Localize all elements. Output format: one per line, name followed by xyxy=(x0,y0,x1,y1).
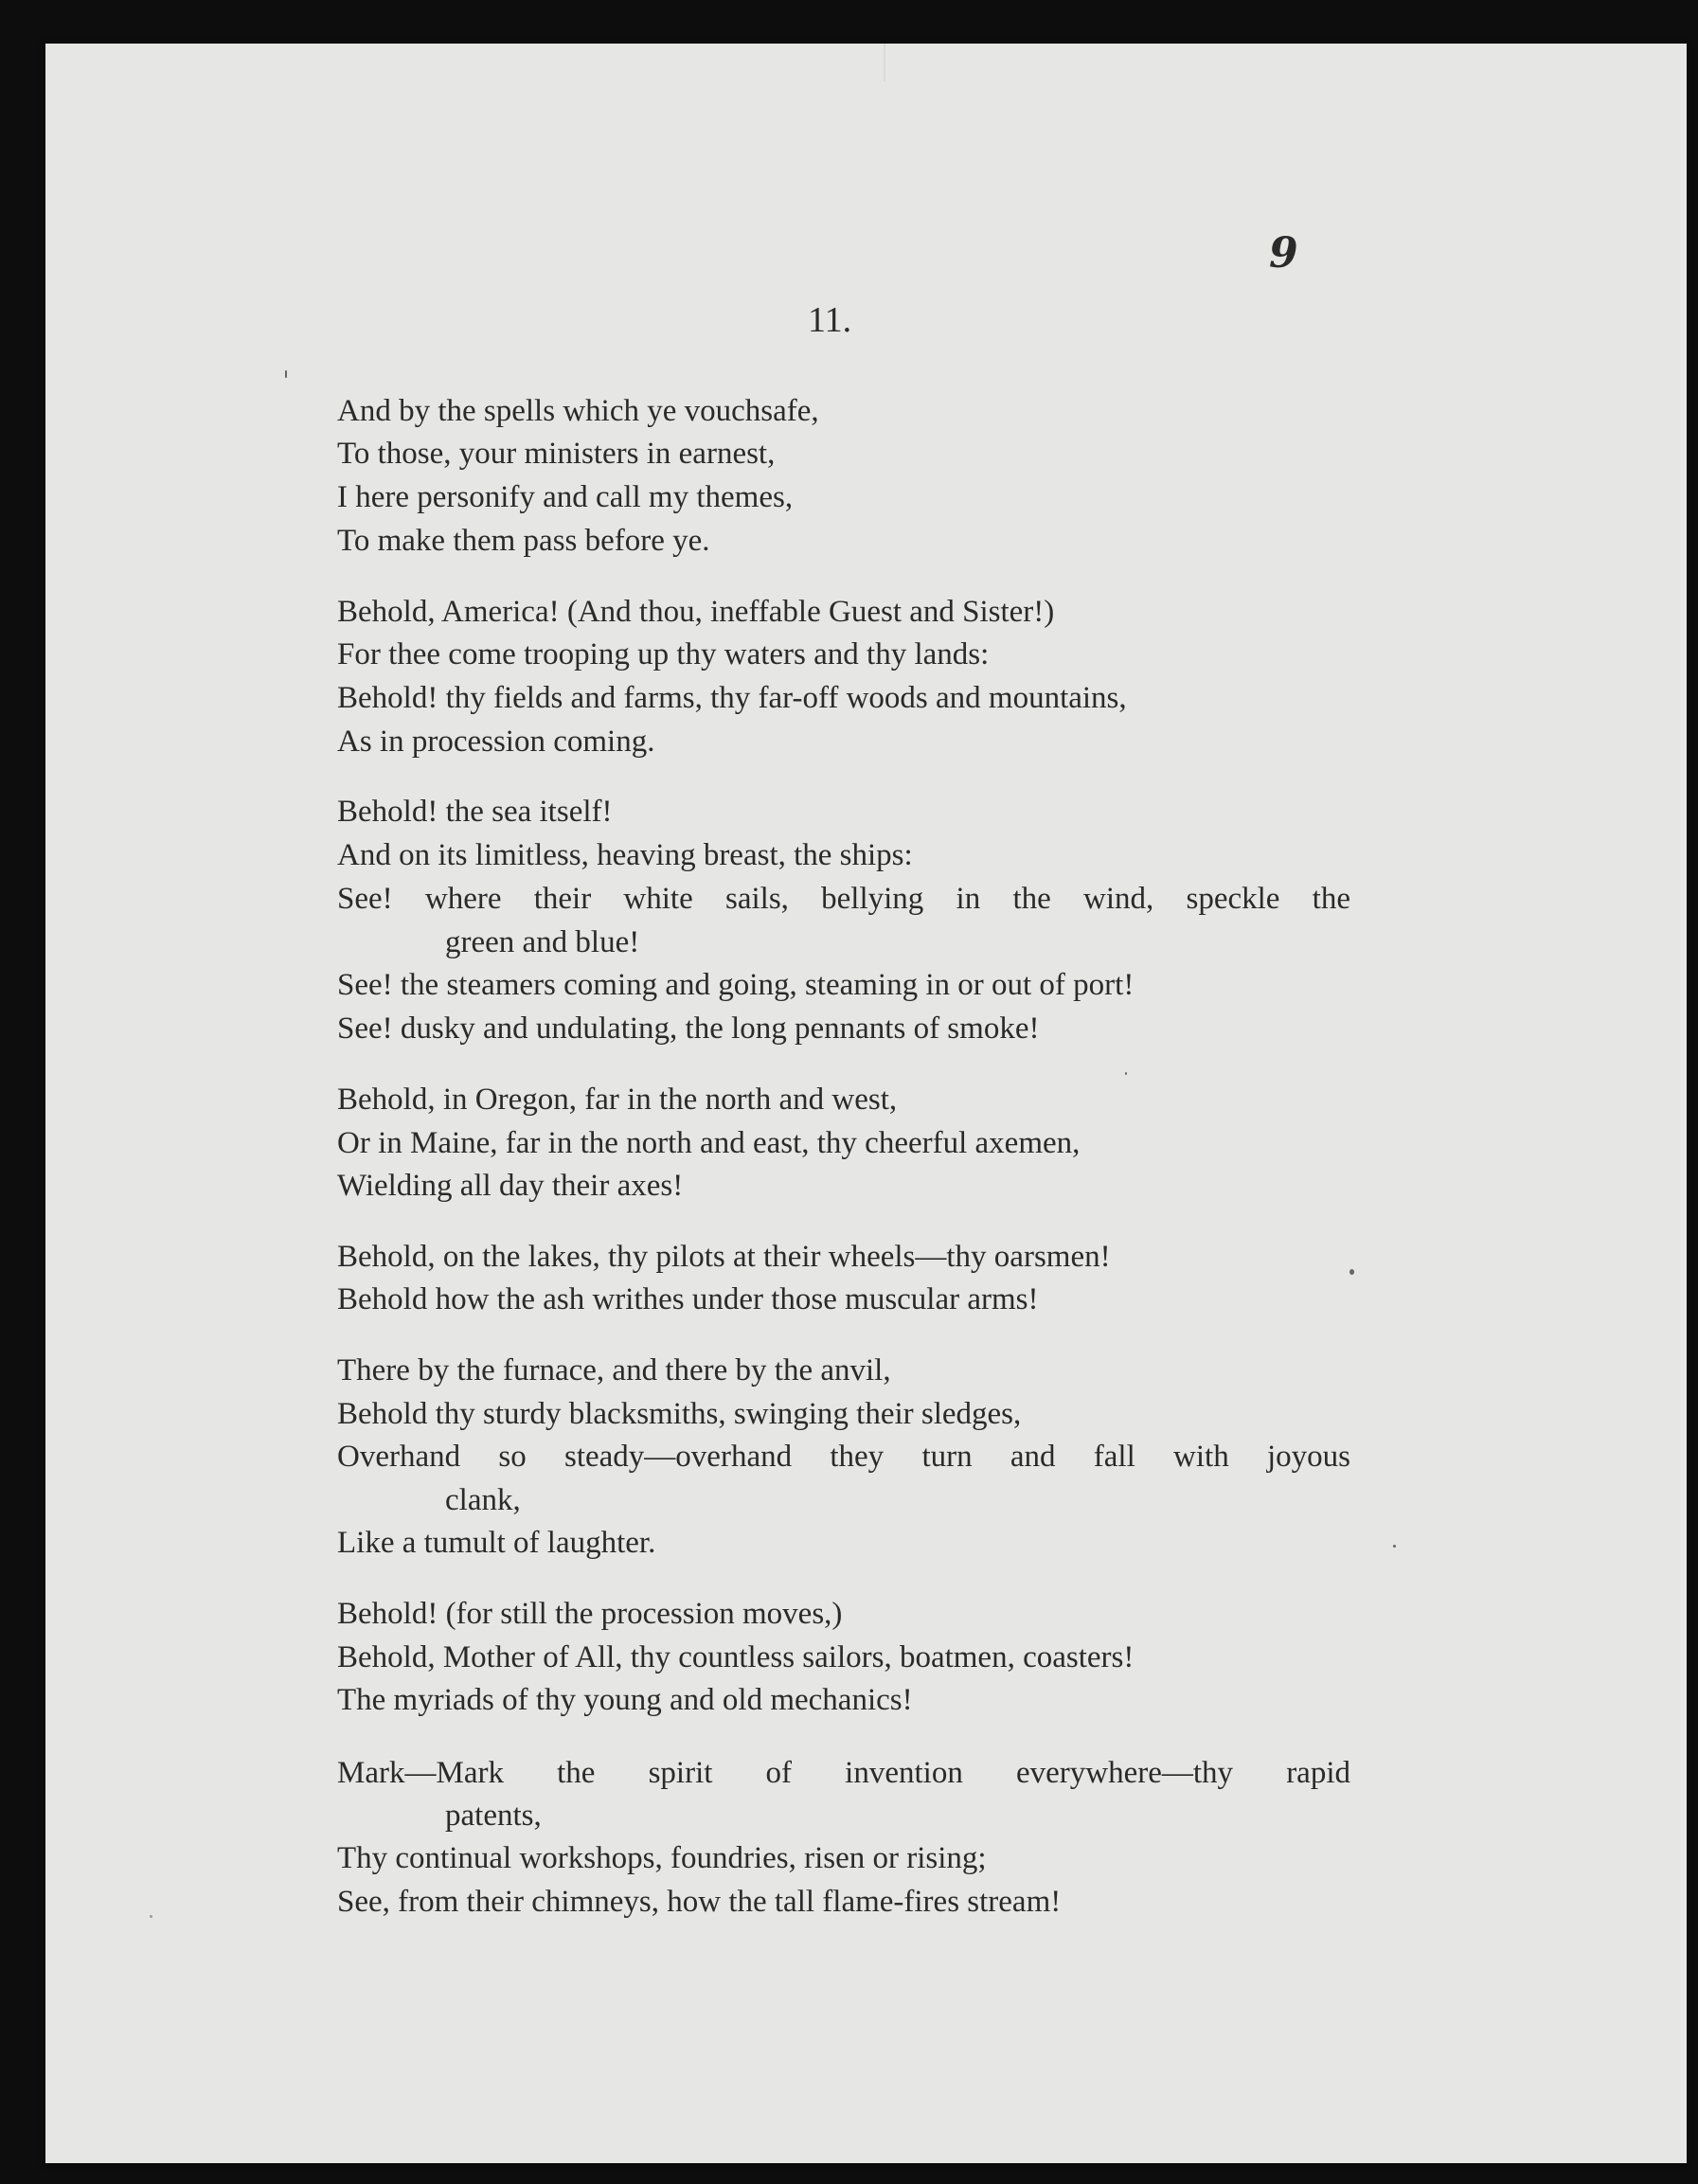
poem-line: Behold, in Oregon, far in the north and west, xyxy=(337,1083,898,1117)
document-page xyxy=(45,44,1687,2163)
poem-line: The myriads of thy young and old mechanics! xyxy=(337,1683,913,1717)
poem-line: For thee come trooping up thy waters and thy lands: xyxy=(337,637,990,671)
poem-line: Behold, Mother of All, thy countless sailors, boatmen, coasters! xyxy=(337,1640,1135,1674)
poem-line: I here personify and call my themes, xyxy=(337,480,794,514)
poem-line-continuation: green and blue! xyxy=(445,925,640,959)
paper-speck xyxy=(150,1915,152,1918)
paper-speck xyxy=(1393,1545,1396,1548)
poem-line: To those, your ministers in earnest, xyxy=(337,437,776,471)
poem-line-continuation: clank, xyxy=(445,1483,521,1517)
poem-line: Thy continual workshops, foundries, risen or rising; xyxy=(337,1841,987,1875)
paper-speck xyxy=(1125,1072,1127,1075)
section-number: 11. xyxy=(808,300,852,340)
poem-line: As in procession coming. xyxy=(337,725,655,759)
poem-line: Mark—Mark the spirit of invention everywhere—thy rapid xyxy=(337,1756,1350,1790)
poem-line: See! dusky and undulating, the long pennants of smoke! xyxy=(337,1011,1040,1046)
poem-line: See, from their chimneys, how the tall flame-fires stream! xyxy=(337,1885,1062,1919)
poem-line: Overhand so steady—overhand they turn and fall with joyous xyxy=(337,1440,1350,1474)
poem-line: There by the furnace, and there by the anvil, xyxy=(337,1353,891,1387)
paper-speck xyxy=(285,370,287,378)
poem-line: Behold, on the lakes, thy pilots at their wheels—thy oarsmen! xyxy=(337,1240,1111,1274)
poem-line: Like a tumult of laughter. xyxy=(337,1526,656,1560)
poem-line: Or in Maine, far in the north and east, thy cheerful axemen, xyxy=(337,1126,1081,1160)
poem-line: To make them pass before ye. xyxy=(337,524,710,558)
poem-line: Behold! thy fields and farms, thy far-off woods and mountains, xyxy=(337,681,1127,715)
poem-line: And on its limitless, heaving breast, the ships: xyxy=(337,838,913,872)
poem-line: See! the steamers coming and going, steaming in or out of port! xyxy=(337,968,1135,1002)
fold-mark xyxy=(884,44,885,81)
poem-line: Behold! (for still the procession moves,) xyxy=(337,1597,843,1631)
poem-line-continuation: patents, xyxy=(445,1799,542,1833)
poem-line: Behold, America! (And thou, ineffable Guest and Sister!) xyxy=(337,595,1055,629)
poem-line: And by the spells which ye vouchsafe, xyxy=(337,394,819,428)
poem-line: Behold how the ash writhes under those muscular arms! xyxy=(337,1282,1039,1316)
poem-line: Behold thy sturdy blacksmiths, swinging their sledges, xyxy=(337,1397,1022,1431)
paper-speck xyxy=(1349,1269,1354,1275)
poem-line: See! where their white sails, bellying in the wind, speckle the xyxy=(337,882,1350,916)
poem-line: Behold! the sea itself! xyxy=(337,795,613,829)
poem-line: Wielding all day their axes! xyxy=(337,1169,684,1203)
page-number: 9 xyxy=(1269,229,1297,277)
